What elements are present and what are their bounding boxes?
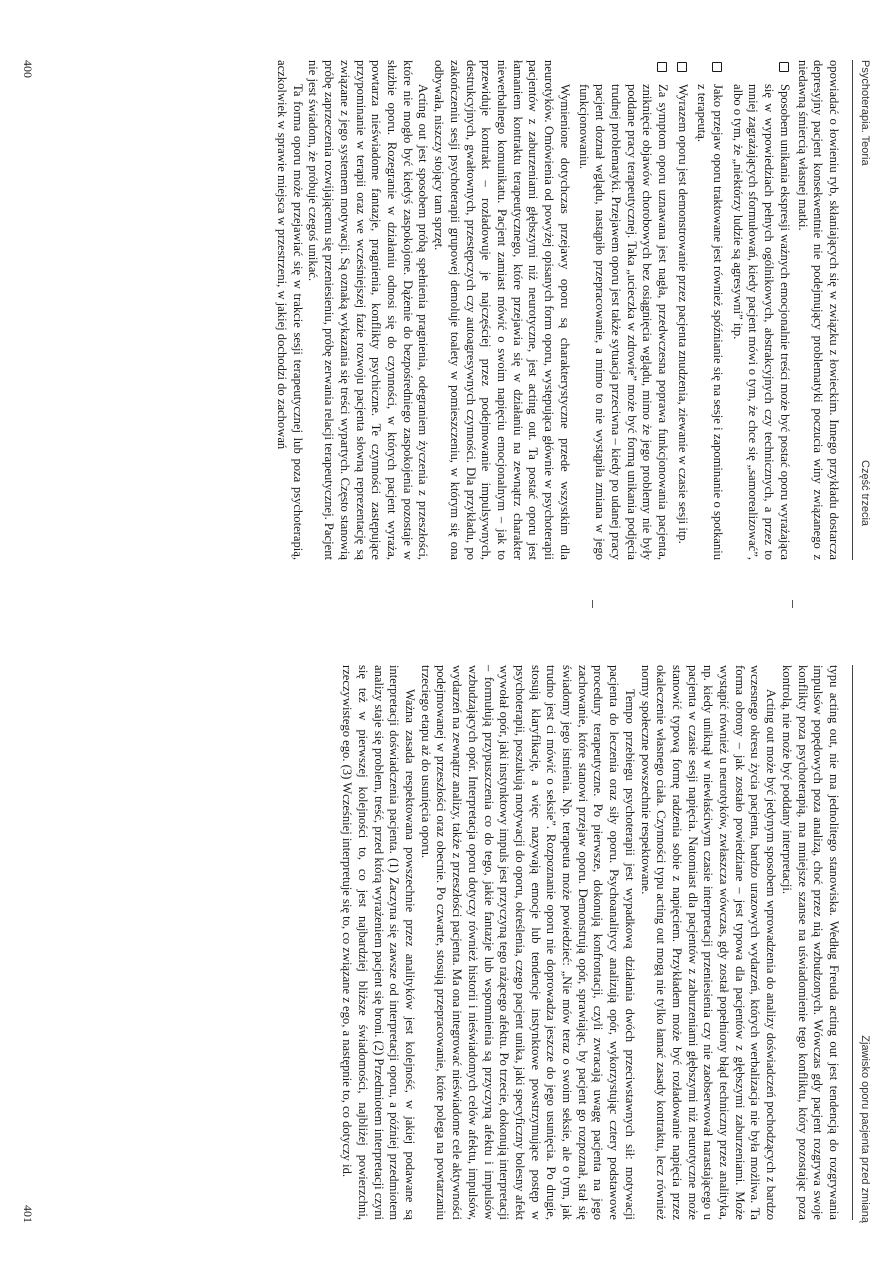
checkbox-bullet-icon	[712, 62, 722, 72]
body-paragraph: Tempo przebiegu psychoterapii jest wypadkową działania dwóch przeciwstawnych sił: motywacji pacjenta do leczenia oraz siły oporu. Psychoanalitycy analizują opór, wykorzystując cztery podstawowe procedury terapeutyczne. Po pierwsze, dokonują konfrontacji, czyli zwracają uwagę pacjenta na jego zachowanie, które stanowi przejaw oporu. Demonstrują opór, sprawiając, by pacjent go rozpoznał, stał się świadomy jego istnienia. Np. terapeuta może powiedzieć: „Nie mów teraz o swoim seksie, ale o tym, jak trudno jest ci mówić o seksie”. Rozpoznanie oporu nie doprowadza jeszcze do jego usunięcia. Po drugie, stosują klaryfikację, a więc nazywają emocje lub tendencje instynktowe powstrzymujące postęp w psychoterapii, poszukują motywacji do oporu, określenia, czego pacjent unika, jaki specyficzny bolesny afekt wywołał opór, jaki instynktowy impuls jest przyczyną tego rażącego afektu. Po trzecie, dokonują interpretacji – formułują przypuszczenia co do tego, jakie fantazje lub wspomnienia są przyczyną afektu i impulsów wzbudzających opór. Interpretacja oporu dotyczy również historii i nieświadomych celów afektu, impulsów, wydarzeń na zewnątrz analizy, także z przeszłości pacjenta. Ma ona integrować nieświadome cele aktywności podejmowanej w przeszłości oraz obecnie. Po czwarte, stosują przepracowanie, które polega na powtarzaniu trzeciego etapu aż do usunięcia oporu.	[418, 665, 637, 1220]
body-paragraph: typu acting out, nie ma jednolitego stanowiska. Według Freuda acting out jest tendencją do rozgrywania impulsów popędowych poza analizą, choć przez nią wzbudzonych. Wówczas gdy pacjent rozgrywa swoje konflikty poza psychoterapią, ma mniejsze szanse na uświadomienie tego konfliktu, który pozostając poza kontrolą, nie może być poddany interpretacji.	[779, 665, 841, 1220]
checkbox-bullet-icon	[677, 62, 687, 72]
lead-paragraph: opowiadać o łowieniu ryb, skłaniających się w związku z łowieckim. Innego przykładu dostarcza depresyjny pacjent konsekwentnie nie podejmujący problematyki poczucia winy związanego z niedawną śmiercią własnej matki.	[795, 60, 841, 560]
left-page-body	[273, 60, 841, 560]
body-paragraph: Ta forma oporu może przejawiać się w trakcie sesji terapeutycznej lub poza psychoterapią, aczkolwiek w sprawie miejsca w przestrzeni, w jakiej dochodzi do zachowań	[275, 60, 305, 560]
margin-mark	[792, 600, 793, 608]
checkbox-bullet-icon	[779, 62, 789, 72]
bullet-item	[576, 60, 670, 560]
body-paragraph: Wymienione dotychczas przejawy oporu są charakterystyczne przede wszystkim dla neurotyków. Omówienia od powyżej opisanych form oporu, występująca głównie w psychoterapii pacjentów z zaburzeniami głębszymi niż neurotyczne, jest acting out. Ta postać oporu jest łamaniem kontraktu terapeutycznego, które przejawia się w działaniu na zewnątrz charakter niewerbalnego komunikatu. Pacjent zamiast mówić o swoim napięciu emocjonalnym – jak to przewiduje kontrakt – rozładowuje je najczęściej przez podejmowanie impulsywnych, destrukcyjnych, gwałtownych, przestępczych czy autoagresywnych czynności. Dla przykładu, po zakończeniu sesji psychoterapii grupowej demoluje toalety w pomieszczeniu, w którym się ona odbywała, niszczy stojący tam sprzęt.	[432, 60, 572, 560]
left-page	[0, 0, 893, 620]
bullet-text: Jako przejaw oporu traktowane jest również spóźnianie się na sesje i zapominanie o spotkaniu z terapeutą.	[695, 84, 726, 560]
body-paragraph: Ważna zasada respektowana powszechnie przez analityków jest kolejność, w jakiej podawane są interpretacji doświadczenia pacjenta. (1) Zaczyna się zawsze od interpretacji oporu, a później przedmiotem analizy staje się problem, treść, przed którą wyrażeniem pacjent się broni. (2) Przedmiotem interpretacji czyni się też w pierwszej kolejności to, co jest najbardziej bliższe świadomości, najbliżej powierzchni, rzeczywistego ego. (3) Wcześniej interpretuje się to, co związane z ego, a następnie to, co dotyczy id.	[340, 665, 418, 1220]
bullet-item	[694, 60, 725, 560]
page-number-right: 401	[21, 1205, 35, 1223]
body-paragraph: Acting out może być jedynym sposobem wprowadzenia do analizy doświadczeń pochodzących z bardzo wczesnego okresu życia pacjenta, bardzo urazowych wydarzeń, których werbalizacja nie była możliwa. Ta forma obrony – jak zostało powiedziane – jest typowa dla pacjentów z głębszymi zaburzeniami. Może wystąpić również u neurotyków, zwłaszcza wówczas, gdy został popełniony błąd techniczny przez analityka, np. kiedy uniknął w niewłaściwym czasie interpretacji przeniesienia czy nie zaobserwował narastającego u pacjenta w czasie sesji napięcia. Natomiast dla pacjentów z zaburzeniami głębszymi niż neurotyczne może stanowić typową formę radzenia sobie z napięciem. Przykładem może być rozładowanie napięcia przez okaleczenie własnego ciała. Czynności typu acting out mogą nie tylko łamać zasady kontraktu, lecz również normy społeczne powszechnie respektowane.	[638, 665, 779, 1220]
margin-mark	[592, 600, 593, 608]
header-rule	[852, 665, 853, 1220]
bullet-item	[674, 60, 690, 560]
page-number-left: 400	[21, 60, 35, 78]
bullet-text: Za symptom oporu uznawana jest nagła, przedwczesna poprawa funkcjonowania pacjenta, zniknięcie objawów chorobowych bez osiągnięcia wglądu, mimo że jego problemy nie były poddane pracy terapeutycznej. Taka „ucieczka w zdrowie” może być formą unikania podjęcia trudnej problematyki. Przejawem oporu jest także sytuacja przeciwna – kiedy po udanej pracy pacjent doznał wglądu, nastąpiło przepracowanie, a mimo to nie wystąpiła zmiana w jego funkcjonowaniu.	[577, 84, 670, 560]
running-head-section: Część trzecia	[859, 460, 871, 527]
bullet-text: Wyrazem oporu jest demonstrowanie przez pacjenta znudzenia, ziewanie w czasie sesji itp.	[675, 84, 690, 544]
right-page	[0, 640, 893, 1263]
body-paragraph: Acting out jest sposobem próbą spełnienia pragnienia, odegraniem życzenia z przeszłości, które nie mogło być kiedyś zaspokojone. Dążenie do bezpośredniego zaspokojenia pozostaje w służbie oporu. Rozegranie w działaniu odnosi się do czynności, w których pacjent wyraża, powtarza nieświadome fantazje, pragnienia, konflikty psychiczne. Te czynności zastępujące przypominanie w terapii oraz we wcześniejszej fazie rozwoju pacjenta słowną reprezentację są związane z jego systemem motywacji. Są oznaką wykazania się treści wypartych. Często stanowią próbę zaprzeczenia rozwijającemu się przeniesieniu, próbę zerwania relacji terapeutycznej. Pacjent nie jest świadom, że próbuje czegoś unikać.	[306, 60, 431, 560]
right-page-body	[339, 665, 842, 1220]
running-head-left: Psychoterapia. Teoria	[859, 60, 871, 166]
running-head-right: Zjawisko oporu pacjenta przed zmianą	[859, 1035, 871, 1223]
bullet-item	[729, 60, 792, 560]
checkbox-bullet-icon	[657, 62, 667, 72]
header-rule	[852, 60, 853, 560]
bullet-text: Sposobem unikania ekspresji ważnych emocjonalnie treści może być postać oporu wyrażająca się w wypowiedziach pełnych ogólnikowych, abstrakcyjnych czy technicznych, a przez to mniej zagrażających sformułowań, kiedy pacjent mówi o tym, że chce się „samorealizować”, albo o tym, że „niektórzy ludzie są agresywni” itp.	[730, 84, 792, 560]
